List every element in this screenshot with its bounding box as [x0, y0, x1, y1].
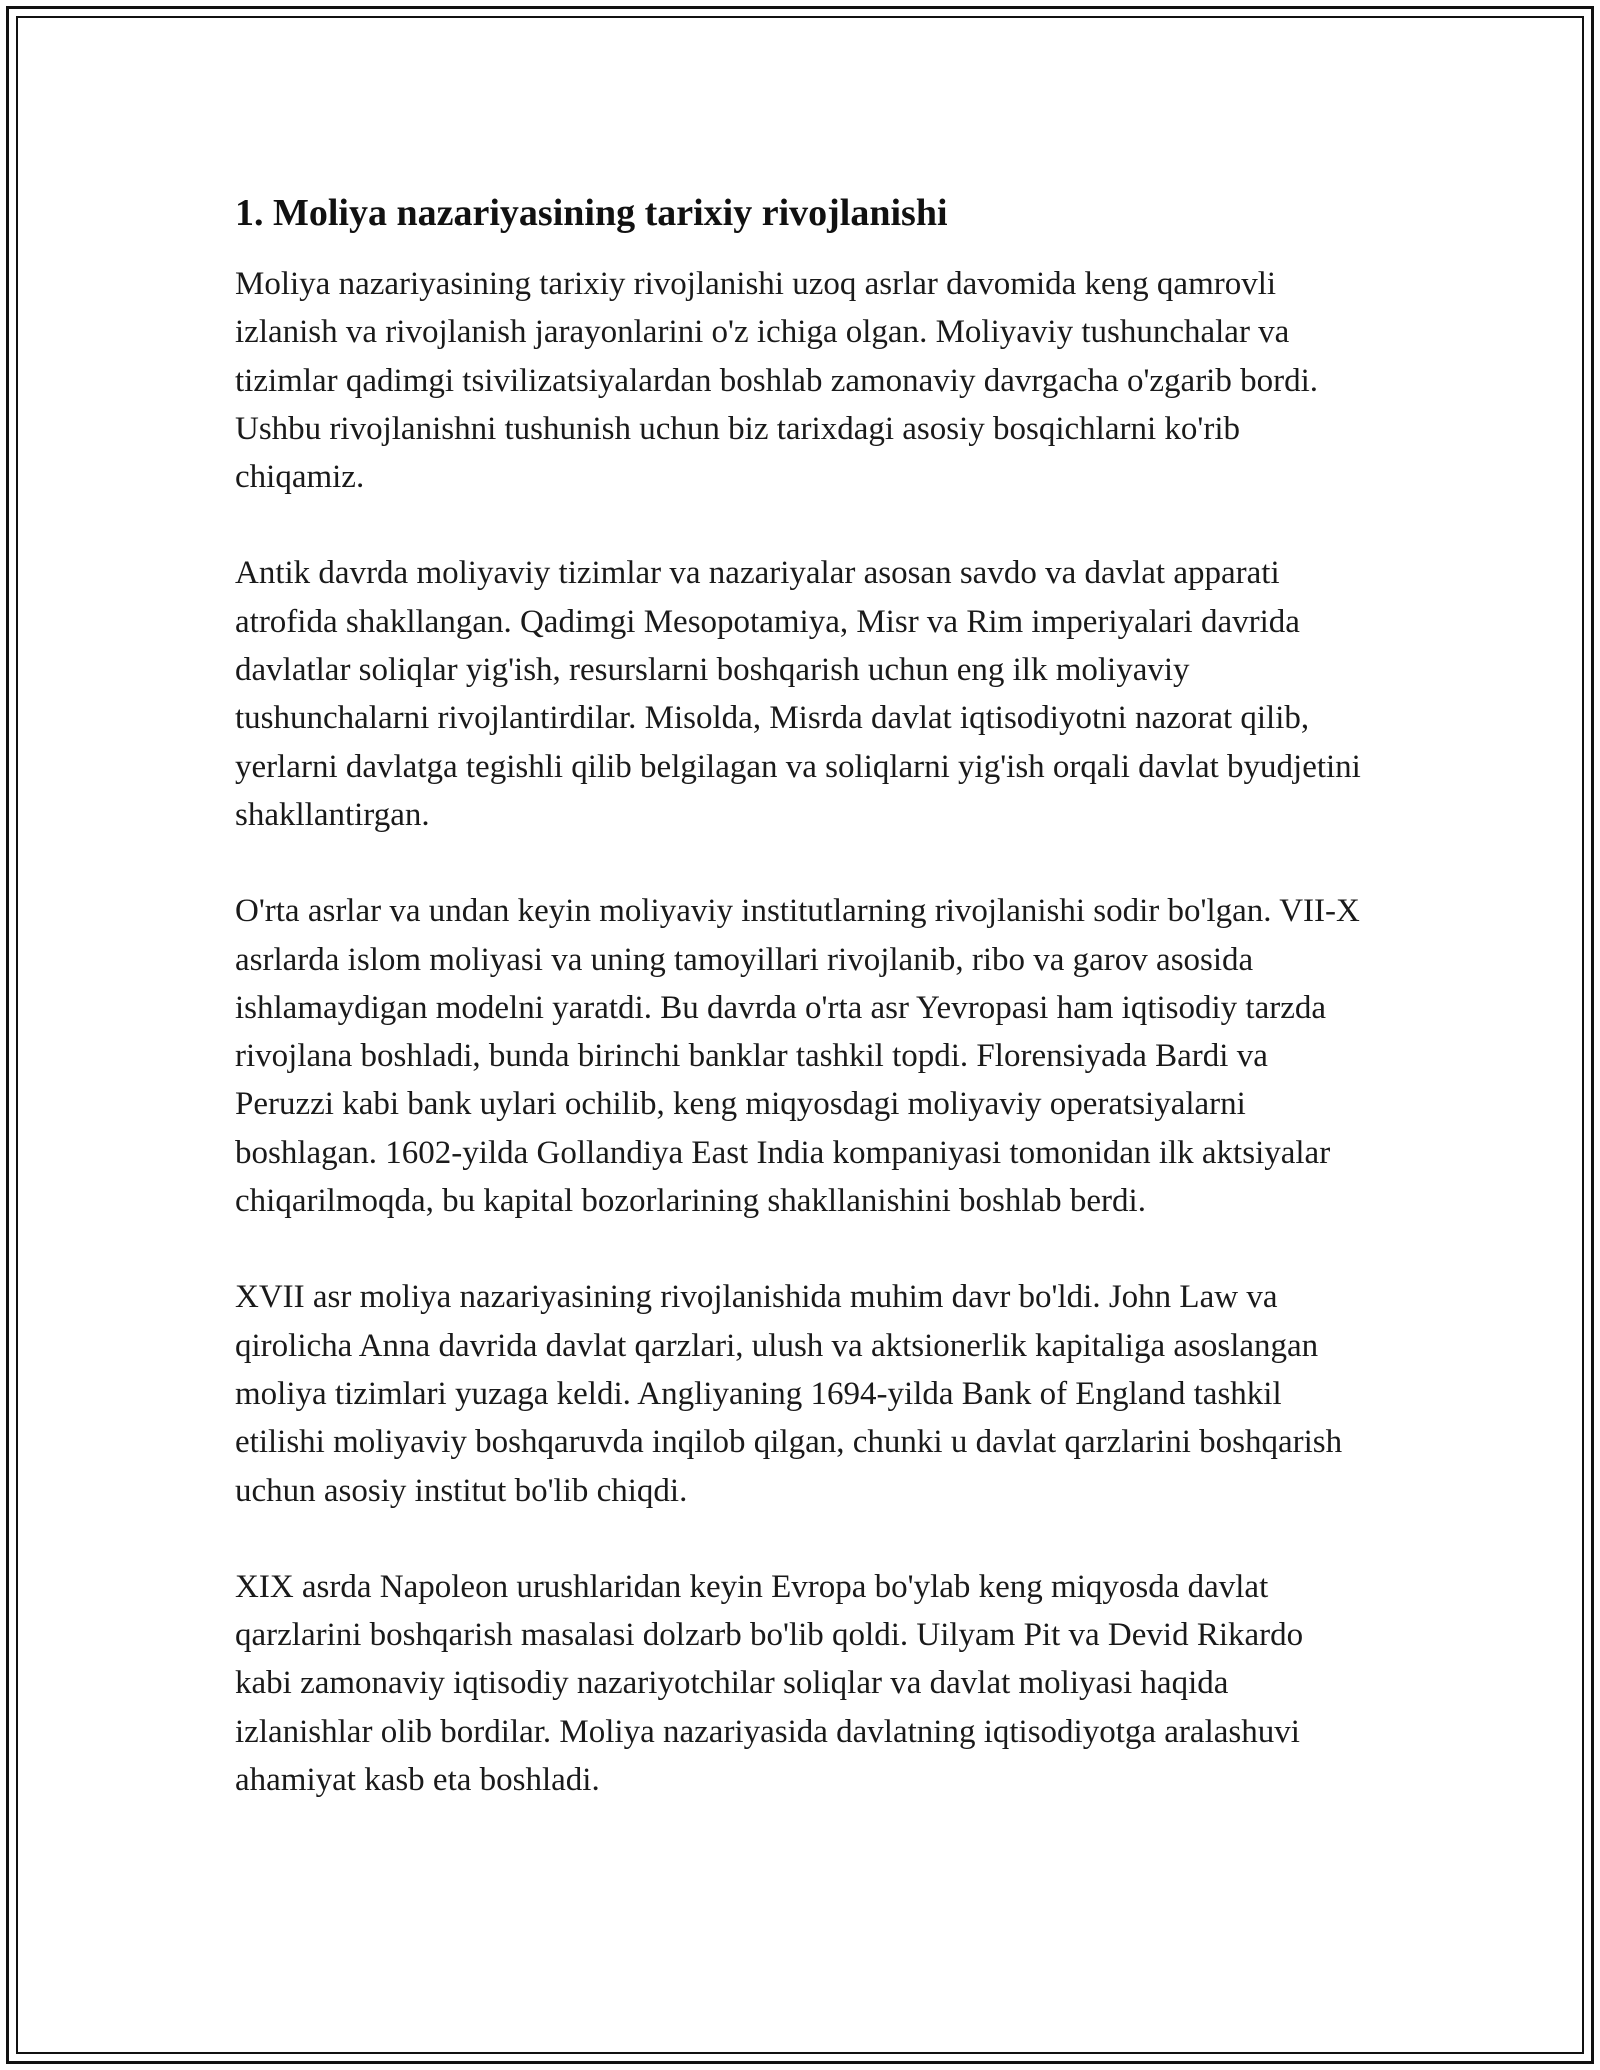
paragraph-middle-ages: O'rta asrlar va undan keyin moliyaviy institutlarning rivojlanishi sodir bo'lgan. VII-X asrlarda islom moliyasi va uning tamoyillari rivojlanib, ribo va garov asosida ishlamaydigan modelni yaratdi. Bu davrda o'rta asr Yevropasi ham iqtisodiy tarzda rivojlana boshladi, bunda birinchi banklar tashkil topdi. Florensiyada Bardi va Peruzzi kabi bank uylari ochilib, keng miqyosdagi moliyaviy operatsiyalarni boshlagan. 1602-yilda Gollandiya East India kompaniyasi tomonidan ilk aktsiyalar chiqarilmoqda, bu kapital bozorlarining shakllanishini boshlab berdi.	[235, 893, 1360, 1220]
paragraph-19th-century: XIX asrda Napoleon urushlaridan keyin Evropa bo'ylab keng miqyosda davlat qarzlarini boshqarish masalasi dolzarb bo'lib qoldi. Uilyam Pit va Devid Rikardo kabi zamonaviy iqtisodiy nazariyotchilar soliqlar va davlat moliyasi haqida izlanishlar olib bordilar. Moliya nazariyasida davlatning iqtisodiyotga aralashuvi ahamiyat kasb eta boshladi.	[235, 1568, 1304, 1799]
section-heading: 1. Moliya nazariyasining tarixiy rivojlanishi	[235, 192, 948, 234]
paragraph-17th-century: XVII asr moliya nazariyasining rivojlanishida muhim davr bo'ldi. John Law va qirolicha Anna davrida davlat qarzlari, ulush va aktsionerlik kapitaliga asoslangan moliya tizimlari yuzaga keldi. Angliyaning 1694-yilda Bank of England tashkil etilishi moliyaviy boshqaruvda inqilob qilgan, chunki u davlat qarzlarini boshqarish uchun asosiy institut bo'lib chiqdi.	[235, 1279, 1343, 1509]
document-body	[235, 188, 1365, 1804]
paragraph-antiquity: Antik davrda moliyaviy tizimlar va nazariyalar asosan savdo va davlat apparati atrofida shakllangan. Qadimgi Mesopotamiya, Misr va Rim imperiyalari davrida davlatlar soliqlar yig'ish, resurslarni boshqarish uchun eng ilk moliyaviy tushunchalarni rivojlantirdilar. Misolda, Misrda davlat iqtisodiyotni nazorat qilib, yerlarni davlatga tegishli qilib belgilagan va soliqlarni yig'ish orqali davlat byudjetini shakllantirgan.	[235, 555, 1361, 833]
paragraph-intro: Moliya nazariyasining tarixiy rivojlanishi uzoq asrlar davomida keng qamrovli izlanish va rivojlanish jarayonlarini o'z ichiga olgan. Moliyaviy tushunchalar va tizimlar qadimgi tsivilizatsiyalardan boshlab zamonaviy davrgacha o'zgarib bordi. Ushbu rivojlanishni tushunish uchun biz tarixdagi asosiy bosqichlarni ko'rib chiqamiz.	[235, 266, 1319, 496]
